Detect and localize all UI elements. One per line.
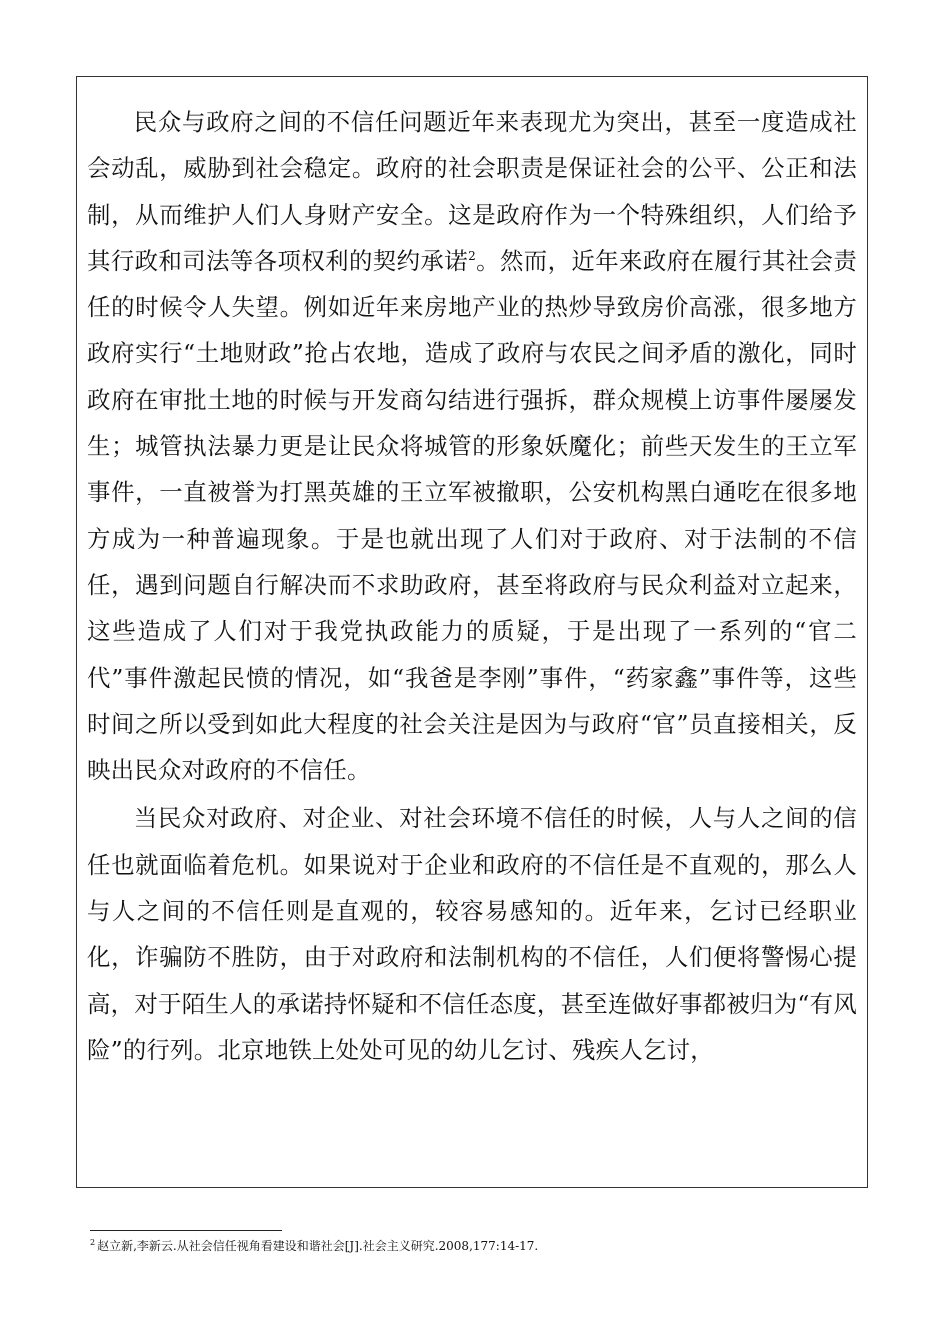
text-frame xyxy=(76,76,868,1188)
footnote-reference[interactable]: 2 xyxy=(468,249,476,264)
footnote-number: 2 xyxy=(90,1238,96,1247)
footnote xyxy=(90,1238,870,1254)
footnote-text: 赵立新,李新云.从社会信任视角看建设和谐社会[J].社会主义研究.2008,177:14-17. xyxy=(97,1239,539,1253)
paragraph-1-part-2: 。然而，近年来政府在履行其社会责任的时候令人失望。例如近年来房地产业的热炒导致房价高涨，很多地方政府实行“土地财政”抢占农地，造成了政府与农民之间矛盾的激化，同时政府在审批土地的时候与开发商勾结进行强拆，群众规模上访事件屡屡发生；城管执法暴力更是让民众将城管的形象妖魔化；前些天发生的王立军事件，一直被誉为打黑英雄的王立军被撤职，公安机构黑白通吃在很多地方成为一种普遍现象。于是也就出现了人们对于政府、对于法制的不信任，遇到问题自行解决而不求助政府，甚至将政府与民众利益对立起来，这些造成了人们对于我党执政能力的质疑，于是出现了一系列的“官二代”事件激起民愤的情况，如“我爸是李刚”事件，“药家鑫”事件等，这些时间之所以受到如此大程度的社会关注是因为与政府“官”员直接相关，反映出民众对政府的不信任。 xyxy=(87,246,858,785)
paragraph-1 xyxy=(87,99,857,793)
paragraph-1-part-1: 民众与政府之间的不信任问题近年来表现尤为突出，甚至一度造成社会动乱，威胁到社会稳定。政府的社会职责是保证社会的公平、公正和法制，从而维护人们人身财产安全。这是政府作为一个特殊组织，人们给予其行政和司法等各项权利的契约承诺 xyxy=(87,108,857,275)
paragraph-2: 当民众对政府、对企业、对社会环境不信任的时候，人与人之间的信任也就面临着危机。如果说对于企业和政府的不信任是不直观的，那么人与人之间的不信任则是直观的，较容易感知的。近年来，乞讨已经职业化，诈骗防不胜防，由于对政府和法制机构的不信任，人们便将警惕心提高，对于陌生人的承诺持怀疑和不信任态度，甚至连做好事都被归为“有风险”的行列。北京地铁上处处可见的幼儿乞讨、残疾人乞讨， xyxy=(87,804,857,1064)
footnote-separator xyxy=(90,1230,282,1231)
